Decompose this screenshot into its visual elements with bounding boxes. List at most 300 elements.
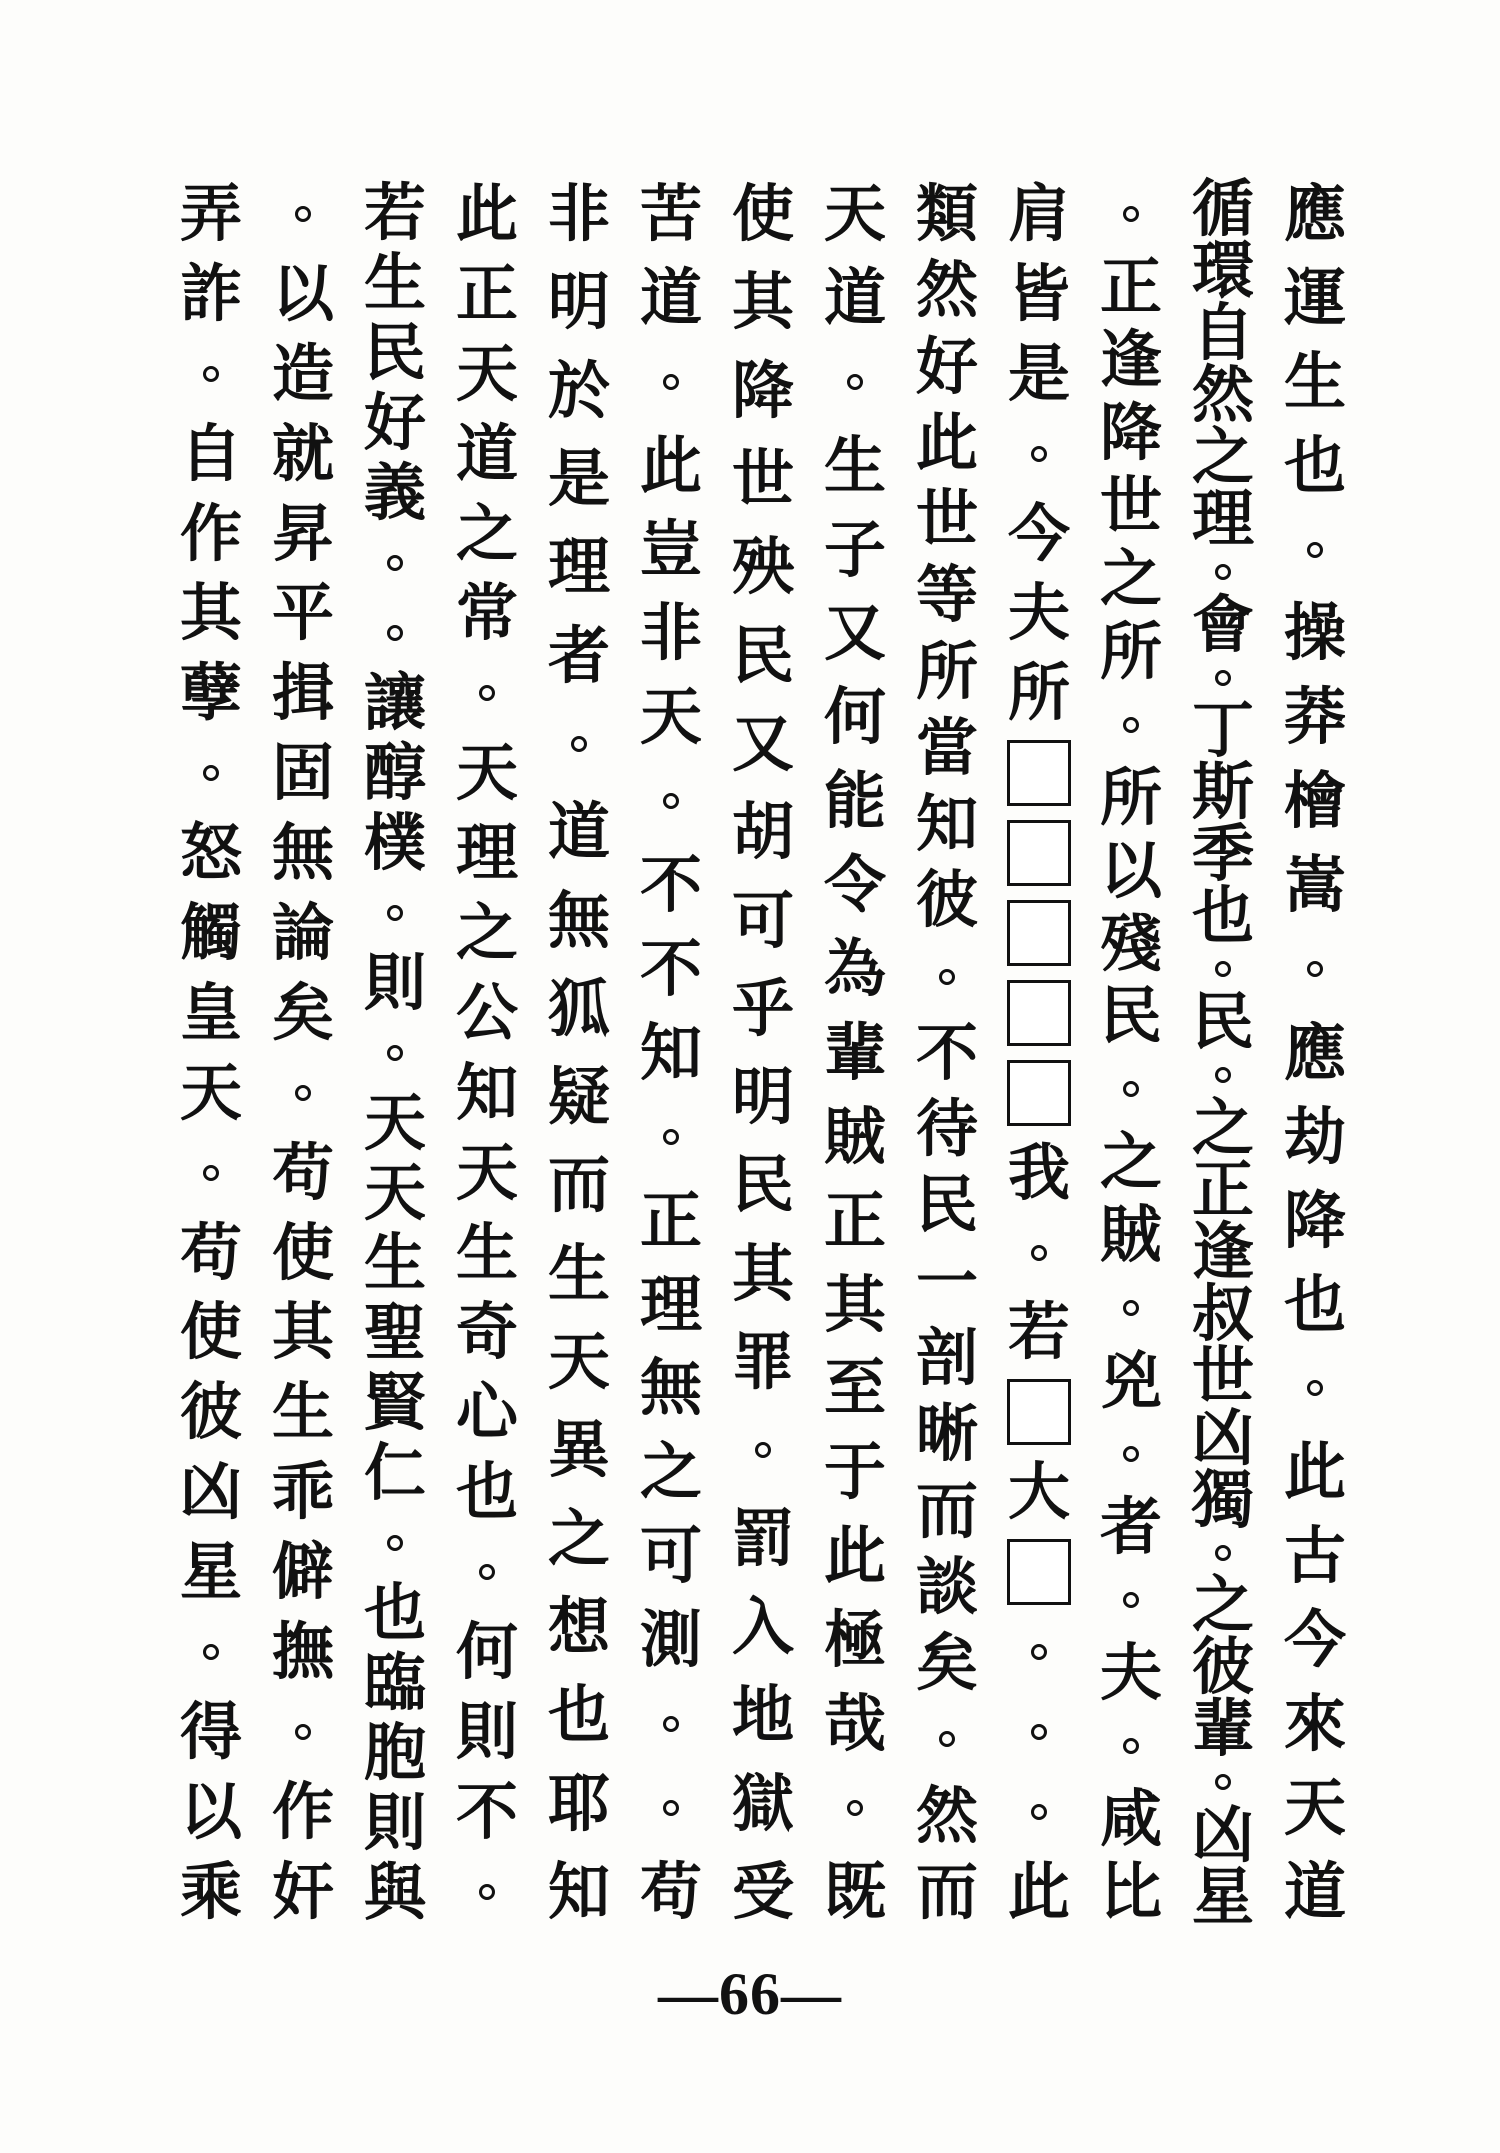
character: 此 (1283, 1435, 1346, 1509)
character: 談 (915, 1549, 978, 1623)
blank-box-icon (1007, 1379, 1071, 1445)
character: 而 (915, 1473, 978, 1547)
character: 獨 (1191, 1462, 1254, 1536)
character: 待 (915, 1092, 978, 1166)
circle-mark-icon (847, 1800, 863, 1816)
character: 明 (731, 1060, 794, 1134)
character: 無 (547, 883, 610, 957)
punctuation-circle (360, 528, 430, 598)
character: 苟 (179, 1215, 242, 1289)
character: 其 (731, 265, 794, 339)
character: 無 (639, 1351, 702, 1425)
character: 臨 (363, 1646, 426, 1719)
character: 彼 (1191, 1630, 1254, 1704)
circle-mark-icon (847, 374, 863, 390)
circle-mark-icon (1215, 564, 1231, 580)
text-column-6 (820, 178, 890, 1928)
character: 然 (1191, 358, 1254, 431)
character: 殃 (731, 530, 794, 604)
character: 理 (1191, 482, 1254, 555)
circle-mark-icon (479, 685, 495, 701)
circle-mark-icon (1031, 446, 1047, 462)
character: 獄 (731, 1766, 794, 1840)
character: 苟 (639, 1854, 702, 1928)
character: 平 (271, 576, 334, 650)
character: 皇 (179, 975, 242, 1049)
character: 天 (547, 1325, 610, 1399)
character: 所 (915, 634, 978, 708)
character: 然 (915, 1778, 978, 1852)
character: 之 (455, 896, 518, 970)
character: 乘 (179, 1854, 242, 1928)
character: 今 (1283, 1603, 1346, 1677)
character: 其 (823, 1267, 886, 1341)
character: 又 (731, 706, 794, 780)
punctuation-circle (1004, 1776, 1074, 1848)
character: 奇 (455, 1295, 518, 1369)
character: 大 (1007, 1455, 1070, 1529)
circle-mark-icon (1031, 1804, 1047, 1820)
circle-mark-icon (387, 625, 403, 641)
character: 讓 (363, 666, 426, 739)
circle-mark-icon (1031, 1724, 1047, 1740)
circle-mark-icon (1123, 1592, 1139, 1608)
character: 苦 (639, 177, 702, 250)
character: 其 (179, 576, 242, 650)
missing-character-box (1004, 1536, 1074, 1608)
text-column-11 (360, 178, 430, 1928)
character: 也 (455, 1455, 518, 1529)
punctuation-circle (636, 765, 706, 837)
circle-mark-icon (203, 765, 219, 781)
character: 則 (363, 946, 426, 1019)
character: 于 (823, 1435, 886, 1509)
character: 凶 (1191, 1798, 1254, 1872)
punctuation-circle (636, 1688, 706, 1760)
circle-mark-icon (387, 1045, 403, 1061)
character: 運 (1283, 260, 1346, 334)
character: 苟 (271, 1135, 334, 1209)
character: 造 (271, 336, 334, 410)
character: 罰 (731, 1501, 794, 1575)
blank-box-icon (1007, 1060, 1071, 1126)
character: 作 (271, 1774, 334, 1848)
character: 使 (731, 177, 794, 250)
character: 然 (915, 253, 978, 327)
character: 何 (823, 680, 886, 754)
punctuation-circle (820, 1772, 890, 1844)
punctuation-circle (544, 708, 614, 780)
blank-box-icon (1007, 820, 1071, 886)
circle-mark-icon (1123, 1738, 1139, 1754)
character: 而 (915, 1854, 978, 1928)
character: 民 (1191, 985, 1254, 1059)
character: 僻 (271, 1535, 334, 1609)
character: 來 (1283, 1687, 1346, 1761)
character: 正 (823, 1183, 886, 1257)
character: 若 (1007, 1295, 1070, 1369)
character: 夫 (1099, 1636, 1162, 1710)
character: 星 (1191, 1860, 1254, 1934)
circle-mark-icon (1215, 670, 1231, 686)
character: 生 (547, 1236, 610, 1310)
character: 此 (915, 405, 978, 479)
character: 之 (639, 1435, 702, 1509)
missing-character-box (1004, 1376, 1074, 1448)
character: 者 (547, 618, 610, 692)
character: 民 (1099, 979, 1162, 1053)
text-column-5 (912, 178, 982, 1928)
character: 以 (179, 1774, 242, 1848)
punctuation-circle (1096, 1710, 1166, 1782)
character: 逢 (1191, 1214, 1254, 1288)
character: 賊 (823, 1099, 886, 1173)
circle-mark-icon (1031, 1644, 1047, 1660)
character: 輩 (823, 1015, 886, 1089)
character: 自 (179, 416, 242, 490)
character: 罪 (731, 1325, 794, 1399)
character: 生 (363, 1226, 426, 1299)
circle-mark-icon (1215, 1774, 1231, 1790)
character: 而 (547, 1148, 610, 1222)
character: 嵩 (1283, 848, 1346, 922)
character: 可 (639, 1519, 702, 1593)
circle-mark-icon (387, 905, 403, 921)
character: 使 (179, 1295, 242, 1369)
character: 天 (363, 1086, 426, 1159)
circle-mark-icon (295, 206, 311, 222)
character: 以 (1099, 833, 1162, 907)
character: 賊 (1099, 1198, 1162, 1272)
punctuation-circle (1004, 1696, 1074, 1768)
character: 當 (915, 710, 978, 784)
punctuation-circle (360, 1508, 430, 1578)
text-column-9 (544, 178, 614, 1928)
character: 兇 (1099, 1344, 1162, 1418)
character: 生 (363, 246, 426, 319)
punctuation-circle (452, 657, 522, 729)
character: 天 (455, 736, 518, 810)
character: 觸 (179, 896, 242, 970)
character: 就 (271, 416, 334, 490)
punctuation-circle (176, 1137, 246, 1209)
punctuation-circle (1096, 178, 1166, 250)
circle-mark-icon (1123, 717, 1139, 733)
character: 天 (823, 177, 886, 250)
character: 為 (823, 932, 886, 1006)
character: 義 (363, 456, 426, 529)
character: 道 (823, 260, 886, 334)
character: 是 (547, 441, 610, 515)
punctuation-circle (268, 1696, 338, 1768)
character: 也 (1283, 428, 1346, 502)
punctuation-circle (1096, 689, 1166, 761)
character: 等 (915, 558, 978, 632)
character: 操 (1283, 596, 1346, 670)
character: 彼 (915, 863, 978, 937)
text-column-12 (268, 178, 338, 1928)
character: 常 (455, 576, 518, 650)
character: 民 (363, 316, 426, 389)
character: 知 (639, 1015, 702, 1089)
circle-mark-icon (939, 1731, 955, 1747)
character: 此 (823, 1519, 886, 1593)
character: 能 (823, 764, 886, 838)
blank-box-icon (1007, 900, 1071, 966)
character: 叔 (1191, 1276, 1254, 1350)
punctuation-circle (1096, 1053, 1166, 1125)
character: 狐 (547, 971, 610, 1045)
character: 揖 (271, 656, 334, 730)
character: 者 (1099, 1490, 1162, 1564)
circle-mark-icon (1215, 1067, 1231, 1083)
circle-mark-icon (939, 969, 955, 985)
circle-mark-icon (203, 1644, 219, 1660)
character: 入 (731, 1590, 794, 1663)
punctuation-circle (912, 1703, 982, 1775)
character: 不 (915, 1015, 978, 1089)
circle-mark-icon (1307, 961, 1323, 977)
blank-box-icon (1007, 1539, 1071, 1605)
punctuation-circle (360, 878, 430, 948)
character: 作 (179, 496, 242, 570)
character: 理 (455, 816, 518, 890)
character: 道 (639, 260, 702, 334)
character: 也 (1191, 879, 1254, 953)
character: 此 (455, 177, 518, 250)
character: 奸 (271, 1854, 334, 1928)
character: 既 (823, 1854, 886, 1928)
character: 天 (179, 1055, 242, 1129)
character: 世 (915, 482, 978, 556)
character: 檜 (1283, 764, 1346, 838)
character: 得 (179, 1694, 242, 1768)
character: 胡 (731, 795, 794, 869)
circle-mark-icon (571, 736, 587, 752)
character: 天 (1283, 1770, 1346, 1844)
character: 一 (915, 1244, 978, 1318)
character: 哉 (823, 1687, 886, 1761)
circle-mark-icon (1123, 1081, 1139, 1097)
text-column-10 (452, 178, 522, 1928)
character: 降 (1099, 395, 1162, 469)
circle-mark-icon (663, 374, 679, 390)
text-column-13 (176, 178, 246, 1928)
character: 類 (915, 177, 978, 250)
character: 測 (639, 1603, 702, 1677)
character: 至 (823, 1351, 886, 1425)
missing-character-box (1004, 737, 1074, 809)
character: 公 (455, 975, 518, 1049)
character: 所 (1099, 760, 1162, 834)
character: 之 (1099, 541, 1162, 615)
character: 於 (547, 353, 610, 427)
character: 民 (731, 1148, 794, 1222)
character: 今 (1007, 496, 1070, 570)
punctuation-circle (360, 1018, 430, 1088)
character: 道 (1283, 1854, 1346, 1928)
character: 是 (1007, 336, 1070, 410)
circle-mark-icon (1123, 1446, 1139, 1462)
character: 疑 (547, 1060, 610, 1134)
punctuation-circle (1096, 1272, 1166, 1344)
character: 環 (1191, 234, 1254, 307)
character: 矣 (915, 1626, 978, 1700)
character: 此 (639, 428, 702, 502)
character: 剖 (915, 1320, 978, 1394)
character: 所 (1099, 614, 1162, 688)
character: 子 (823, 512, 886, 586)
missing-character-box (1004, 817, 1074, 889)
punctuation-circle (1096, 1564, 1166, 1636)
character: 凶 (179, 1455, 242, 1529)
missing-character-box (1004, 897, 1074, 969)
punctuation-circle (728, 1414, 798, 1486)
character: 非 (547, 177, 610, 250)
character: 以 (271, 256, 334, 330)
character: 耶 (547, 1766, 610, 1840)
character: 之 (1099, 1125, 1162, 1199)
character: 應 (1283, 1015, 1346, 1089)
character: 胞 (363, 1716, 426, 1789)
circle-mark-icon (663, 793, 679, 809)
circle-mark-icon (479, 1564, 495, 1580)
text-column-3 (1096, 178, 1166, 1928)
character: 應 (1283, 177, 1346, 250)
character: 世 (731, 441, 794, 515)
blank-box-icon (1007, 740, 1071, 806)
character: 聖 (363, 1296, 426, 1369)
circle-mark-icon (1307, 542, 1323, 558)
text-column-8 (636, 178, 706, 1928)
character: 殘 (1099, 906, 1162, 980)
character: 道 (455, 416, 518, 490)
character: 我 (1007, 1135, 1070, 1209)
character: 古 (1283, 1519, 1346, 1593)
character: 生 (271, 1375, 334, 1449)
punctuation-circle (636, 346, 706, 418)
character: 乖 (271, 1455, 334, 1529)
character: 孽 (179, 656, 242, 730)
character: 明 (547, 265, 610, 339)
punctuation-circle (912, 941, 982, 1013)
character: 比 (1099, 1854, 1162, 1928)
character: 也 (547, 1678, 610, 1752)
character: 循 (1191, 172, 1254, 245)
character: 生 (1283, 344, 1346, 418)
character: 正 (1099, 249, 1162, 323)
character: 民 (915, 1168, 978, 1242)
character: 晰 (915, 1397, 978, 1471)
character: 則 (363, 1786, 426, 1859)
punctuation-circle (176, 737, 246, 809)
character: 此 (1007, 1854, 1070, 1928)
character: 醇 (363, 736, 426, 809)
character: 又 (823, 596, 886, 670)
punctuation-circle (176, 1616, 246, 1688)
character: 生 (455, 1215, 518, 1289)
character: 何 (455, 1615, 518, 1689)
punctuation-circle (360, 598, 430, 668)
punctuation-circle (1004, 1616, 1074, 1688)
character: 莽 (1283, 680, 1346, 754)
character: 極 (823, 1603, 886, 1677)
character: 正 (1191, 1152, 1254, 1226)
circle-mark-icon (203, 1165, 219, 1181)
character: 丁 (1191, 693, 1254, 767)
character: 其 (731, 1236, 794, 1310)
character: 正 (455, 256, 518, 330)
character: 昇 (271, 496, 334, 570)
character: 夫 (1007, 576, 1070, 650)
character: 所 (1007, 656, 1070, 730)
character: 天 (363, 1156, 426, 1229)
character: 理 (547, 530, 610, 604)
character: 豈 (639, 512, 702, 586)
character: 肩 (1007, 177, 1070, 250)
character: 若 (363, 176, 426, 249)
character: 不 (455, 1774, 518, 1848)
character: 斯 (1191, 755, 1254, 829)
character: 不 (639, 932, 702, 1006)
punctuation-circle (1280, 933, 1350, 1005)
character: 非 (639, 596, 702, 670)
character: 撫 (271, 1615, 334, 1689)
character: 令 (823, 848, 886, 922)
character: 則 (455, 1694, 518, 1768)
punctuation-circle (452, 1536, 522, 1608)
circle-mark-icon (203, 366, 219, 382)
punctuation-circle (176, 338, 246, 410)
circle-mark-icon (387, 1535, 403, 1551)
punctuation-circle (1004, 418, 1074, 490)
circle-mark-icon (295, 1085, 311, 1101)
character: 知 (547, 1854, 610, 1928)
character: 逢 (1099, 322, 1162, 396)
character: 弄 (179, 177, 242, 250)
character: 地 (731, 1678, 794, 1752)
circle-mark-icon (1215, 961, 1231, 977)
text-column-7 (728, 178, 798, 1928)
character: 之 (547, 1501, 610, 1575)
character: 異 (547, 1413, 610, 1487)
character: 心 (455, 1375, 518, 1449)
character: 自 (1191, 296, 1254, 369)
character: 咸 (1099, 1781, 1162, 1855)
circle-mark-icon (1031, 1245, 1047, 1261)
character: 知 (915, 787, 978, 861)
blank-box-icon (1007, 980, 1071, 1046)
character: 樸 (363, 806, 426, 879)
character: 論 (271, 896, 334, 970)
punctuation-circle (1280, 514, 1350, 586)
circle-mark-icon (1123, 1300, 1139, 1316)
character: 生 (823, 428, 886, 502)
page-number: —66— (658, 1961, 842, 2027)
character: 之 (1191, 1568, 1254, 1642)
character: 也 (363, 1576, 426, 1649)
character: 仁 (363, 1436, 426, 1509)
character: 星 (179, 1535, 242, 1609)
circle-mark-icon (1215, 1545, 1231, 1561)
circle-mark-icon (663, 1800, 679, 1816)
character: 天 (455, 1135, 518, 1209)
character: 無 (271, 816, 334, 890)
character: 之 (1191, 420, 1254, 493)
character: 之 (455, 496, 518, 570)
character: 固 (271, 736, 334, 810)
character: 皆 (1007, 256, 1070, 330)
